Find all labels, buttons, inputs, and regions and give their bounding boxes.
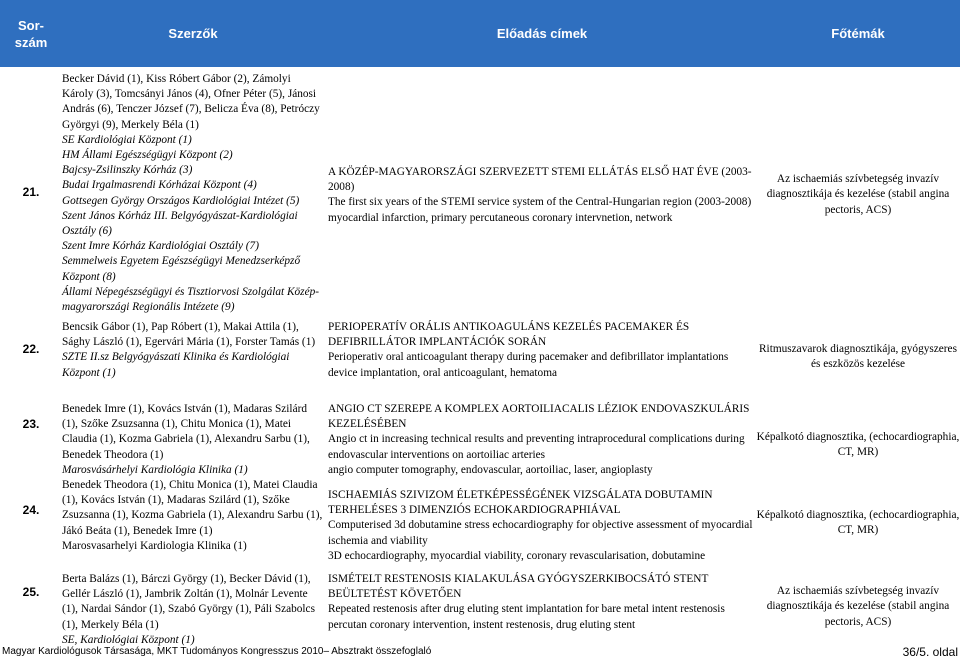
title-cell — [328, 572, 756, 633]
affiliation: Szent János Kórház III. Belgyógyászat-Kardiológiai Osztály (6) — [62, 209, 298, 238]
row-number: 21. — [22, 185, 40, 199]
title-english: Repeated restenosis after drug eluting stent implantation for bare metal intent restenosis — [328, 603, 725, 616]
affiliation: Gottsegen György Országos Kardiológiai Intézet (5) — [62, 194, 300, 207]
title-hungarian: PERIOPERATÍV ORÁLIS ANTIKOAGULÁNS KEZELÉS PACEMAKER ÉS DEFIBRILLÁTOR IMPLANTÁCIÓK SORÁN — [328, 321, 690, 349]
title-hungarian: ANGIO CT SZEREPE A KOMPLEX AORTOILIACALIS LÉZIOK ENDOVASZKULÁRIS KEZELÉSÉBEN — [328, 403, 750, 431]
authors-text: Berta Balázs (1), Bárczi György (1), Becker Dávid (1), Gellér László (1), Jambrik Zoltán (1), Molnár Levente (1), Nardai Sándor (1), Szabó György (1), Páli Szabolcs (1), Merkely Béla (1) — [62, 573, 315, 631]
authors-text: Bencsik Gábor (1), Pap Róbert (1), Makai Attila (1), Sághy László (1), Egervári Mária (1), Forster Tamás (1) — [62, 321, 316, 349]
authors-cell — [62, 320, 324, 381]
keywords: device implantation, oral anticoagulant, hematoma — [328, 366, 557, 379]
table-row — [0, 320, 960, 392]
row-number: 22. — [22, 342, 40, 356]
topic-cell — [756, 584, 960, 630]
authors-cell — [62, 402, 324, 478]
footer-conference: Magyar Kardiológusok Társasága, MKT Tudományos Kongresszus 2010– Absztrakt összefoglaló — [2, 646, 432, 657]
affiliation: Állami Népegészségügyi és Tisztiorvosi Szolgálat Közép-magyarországi Regionális Intézete (9) — [62, 285, 319, 314]
topic-text: Az ischaemiás szívbetegség invazív diagnosztikája és kezelése (stabil angina pectoris, ACS) — [766, 173, 950, 216]
topic-cell — [756, 172, 960, 218]
table-row — [0, 72, 960, 332]
topic-text: Az ischaemiás szívbetegség invazív diagnosztikája és kezelése (stabil angina pectoris, ACS) — [766, 585, 950, 628]
title-cell — [328, 165, 756, 226]
affiliation: SZTE II.sz Belgyógyászati Klinika és Kardiológiai Központ (1) — [62, 351, 290, 379]
affiliation: Budai Irgalmasrendi Kórházai Központ (4) — [62, 179, 257, 192]
authors-cell — [62, 572, 324, 648]
topic-cell — [756, 422, 960, 468]
affiliation: HM Állami Egészségügyi Központ (2) — [62, 149, 233, 162]
title-english: The first six years of the STEMI service system of the Central-Hungarian region (2003-2008) — [328, 196, 752, 209]
table-row — [0, 478, 960, 560]
row-number: 25. — [22, 585, 40, 599]
affiliation: SE Kardiológiai Központ (1) — [62, 133, 192, 146]
keywords: percutan coronary intervention, instent restenosis, drug eluting stent — [328, 618, 636, 631]
title-hungarian: A KÖZÉP-MAGYARORSZÁGI SZERVEZETT STEMI ELLÁTÁS ELSŐ HAT ÉVE (2003-2008) — [328, 166, 752, 194]
affiliation: Marosvasarhelyi Kardiologia Klinika (1) — [62, 539, 247, 552]
title-hungarian: ISCHAEMIÁS SZIVIZOM ÉLETKÉPESSÉGÉNEK VIZSGÁLATA DOBUTAMIN TERHELÉSES 3 DIMENZIÓS ECHOKARDIOGRAPHIÁVAL — [328, 489, 713, 517]
header-authors: Szerzők — [168, 26, 218, 41]
title-hungarian: ISMÉTELT RESTENOSIS KIALAKULÁSA GYÓGYSZERKIBOCSÁTÓ STENT BEÜLTETÉST KÖVETŐEN — [328, 573, 709, 601]
affiliation: SE, Kardiológiai Központ (1) — [62, 633, 195, 646]
title-english: Angio ct in increasing technical results and preventing intraprocedural complications during endovascular interventions on aortoiliac arteries — [328, 433, 745, 461]
row-number: 24. — [22, 503, 40, 517]
authors-text: Benedek Theodora (1), Chitu Monica (1), Matei Claudia (1), Kovács István (1), Madaras Szilárd (1), Szőke Zsuzsanna (1), Kozma Gabriela (1), Alexandru Sarbu (1), Jákó Beáta (1), Benedek Imre (1) — [62, 479, 323, 537]
page-number: 36/5. oldal — [902, 645, 958, 659]
keywords: 3D echocardiography, myocardial viability, coronary revascularisation, dobutamine — [328, 549, 706, 562]
header-titles: Előadás címek — [496, 26, 588, 41]
page-footer — [0, 645, 960, 659]
keywords: angio computer tomography, endovascular, aortoiliac, laser, angioplasty — [328, 463, 653, 476]
table-row — [0, 402, 960, 476]
title-cell — [328, 320, 756, 381]
header-num: Sor- szám — [14, 17, 48, 50]
topic-cell — [756, 500, 960, 546]
topic-cell — [756, 334, 960, 380]
table-row — [0, 572, 960, 644]
authors-text: Becker Dávid (1), Kiss Róbert Gábor (2), Zámolyi Károly (3), Tomcsányi János (4), Ofner Péter (5), Jánosi András (6), Tenczer József (7), Belicza Éva (8), Petróczy Györgyi (9), Merkely Béla (1) — [62, 73, 320, 131]
title-english: Computerised 3d dobutamine stress echocardiography for objective assessment of myocardial ischemia and viability — [328, 519, 753, 547]
affiliation: Semmelweis Egyetem Egészségügyi Menedzserképző Központ (8) — [62, 255, 301, 283]
affiliation: Bajcsy-Zsilinszky Kórház (3) — [62, 164, 193, 177]
authors-cell — [62, 478, 324, 554]
keywords: myocardial infarction, primary percutaneous coronary intervnetion, network — [328, 211, 673, 224]
authors-cell — [62, 72, 324, 315]
row-number: 23. — [22, 417, 40, 431]
authors-text: Benedek Imre (1), Kovács István (1), Madaras Szilárd (1), Szőke Zsuzsanna (1), Chitu Monica (1), Matei Claudia (1), Kozma Gabriela (1), Alexandru Sarbu (1), Benedek Theodora (1) — [62, 403, 310, 461]
table-header — [0, 0, 960, 67]
title-cell — [328, 402, 756, 478]
title-cell — [328, 488, 756, 564]
title-english: Perioperativ oral anticoagulant therapy during pacemaker and defibrillator implantations — [328, 351, 729, 364]
topic-text: Képalkotó diagnosztika, (echocardiographia, CT, MR) — [756, 508, 960, 536]
topic-text: Képalkotó diagnosztika, (echocardiographia, CT, MR) — [756, 430, 960, 458]
affiliation: Szent Imre Kórház Kardiológiai Osztály (7) — [62, 240, 259, 253]
header-topics: Főtémák — [831, 26, 885, 41]
topic-text: Ritmuszavarok diagnosztikája, gyógyszeres és eszközös kezelése — [759, 342, 957, 370]
affiliation: Marosvásárhelyi Kardiológia Klinika (1) — [62, 463, 248, 476]
